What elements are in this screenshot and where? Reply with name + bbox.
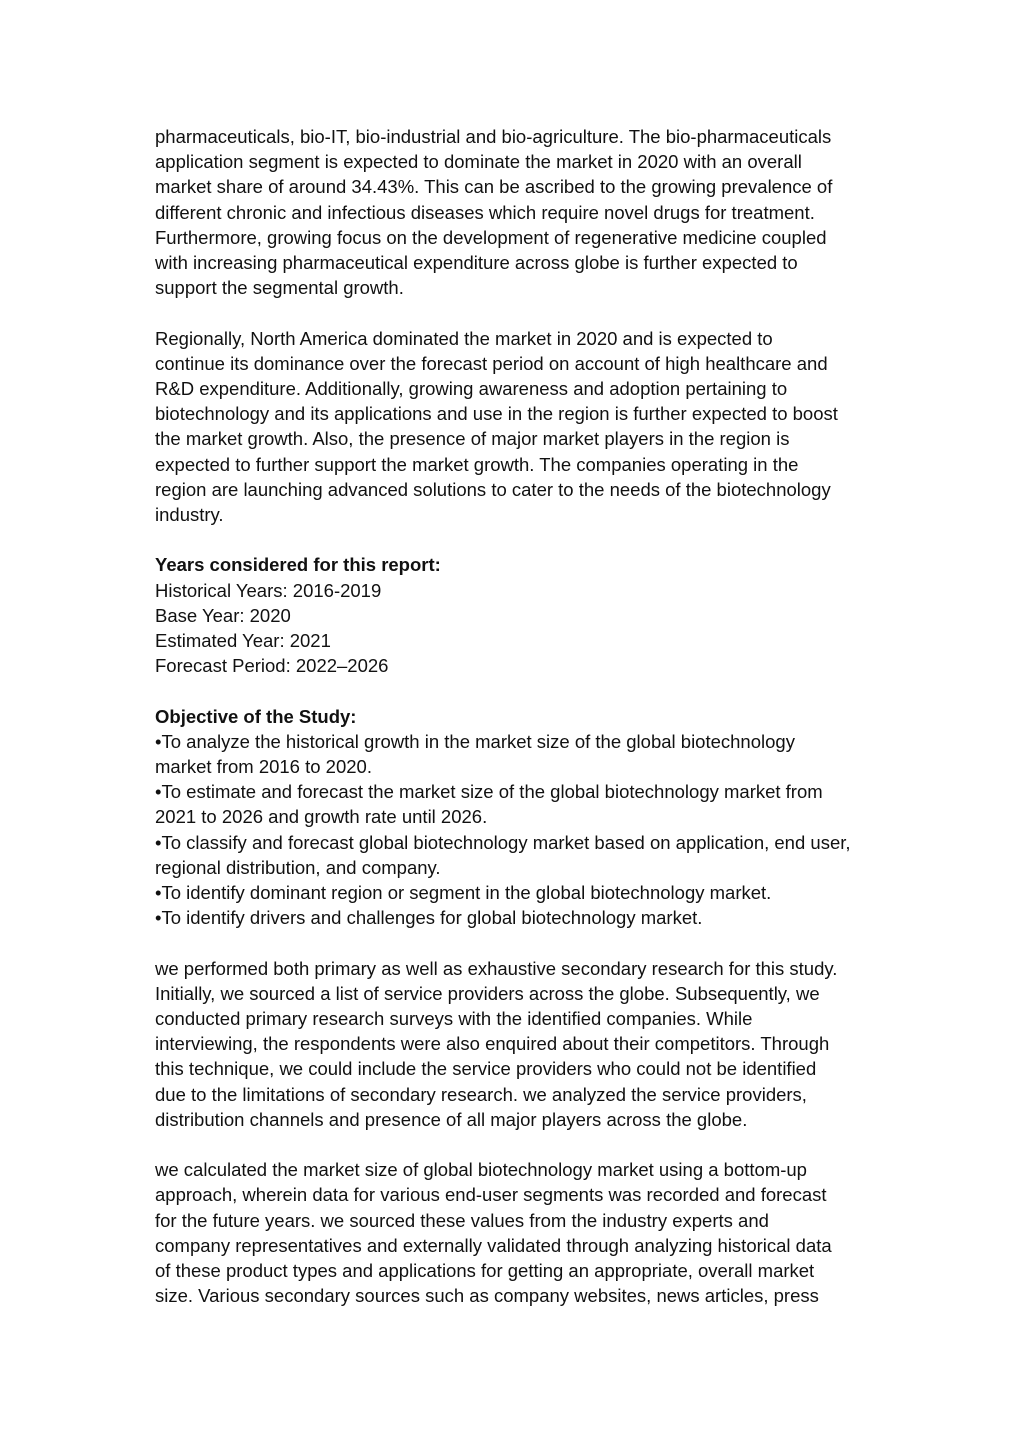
- text-line: R&D expenditure. Additionally, growing awareness and adoption pertaining to: [155, 378, 788, 400]
- paragraph-spacer: [155, 1132, 885, 1157]
- paragraph-spacer: [155, 300, 885, 325]
- objective-line: regional distribution, and company.: [155, 856, 441, 878]
- text-line: with increasing pharmaceutical expenditure across globe is further expected to: [155, 252, 798, 274]
- text-line: Furthermore, growing focus on the development of regenerative medicine coupled: [155, 226, 827, 248]
- text-line: for the future years. we sourced these values from the industry experts and: [155, 1209, 769, 1231]
- text-line: we performed both primary as well as exhaustive secondary research for this study.: [155, 957, 838, 979]
- years-section: [155, 552, 885, 678]
- text-line: the market growth. Also, the presence of major market players in the region is: [155, 428, 790, 450]
- paragraph-spacer: [155, 930, 885, 955]
- text-line: distribution channels and presence of all major players across the globe.: [155, 1108, 748, 1130]
- objective-line: •To analyze the historical growth in the market size of the global biotechnology: [155, 730, 795, 752]
- text-line: biotechnology and its applications and use in the region is further expected to boost: [155, 403, 838, 425]
- years-line: Base Year: 2020: [155, 604, 291, 626]
- paragraph-calculation: [155, 1157, 885, 1308]
- objective-line: •To classify and forecast global biotechnology market based on application, end user,: [155, 831, 851, 853]
- text-line: application segment is expected to dominate the market in 2020 with an overall: [155, 151, 802, 173]
- years-line: Historical Years: 2016-2019: [155, 579, 382, 601]
- paragraph-regional: [155, 326, 885, 528]
- document-page: [155, 124, 885, 1308]
- text-line: region are launching advanced solutions to cater to the needs of the biotechnology: [155, 478, 831, 500]
- text-line: size. Various secondary sources such as company websites, news articles, press: [155, 1285, 819, 1307]
- text-line: of these product types and applications for getting an appropriate, overall market: [155, 1260, 815, 1282]
- paragraph-research: [155, 956, 885, 1132]
- years-line: Estimated Year: 2021: [155, 630, 331, 652]
- text-line: market share of around 34.43%. This can be ascribed to the growing prevalence of: [155, 176, 833, 198]
- text-line: support the segmental growth.: [155, 277, 404, 299]
- years-line: Forecast Period: 2022–2026: [155, 655, 389, 677]
- text-line: continue its dominance over the forecast period on account of high healthcare and: [155, 352, 828, 374]
- text-line: Initially, we sourced a list of service providers across the globe. Subsequently, we: [155, 982, 820, 1004]
- objective-section: [155, 704, 885, 931]
- paragraph-spacer: [155, 527, 885, 552]
- paragraph-spacer: [155, 678, 885, 703]
- text-line: pharmaceuticals, bio-IT, bio-industrial and bio-agriculture. The bio-pharmaceuticals: [155, 126, 832, 147]
- text-line: due to the limitations of secondary research. we analyzed the service providers,: [155, 1083, 807, 1105]
- text-line: company representatives and externally validated through analyzing historical data: [155, 1234, 832, 1256]
- text-line: interviewing, the respondents were also enquired about their competitors. Through: [155, 1033, 830, 1055]
- text-line: we calculated the market size of global biotechnology market using a bottom-up: [155, 1159, 807, 1181]
- objective-line: •To identify drivers and challenges for global biotechnology market.: [155, 907, 703, 929]
- objective-line: •To estimate and forecast the market size of the global biotechnology market from: [155, 781, 823, 803]
- section-heading: Objective of the Study:: [155, 705, 357, 727]
- objective-line: •To identify dominant region or segment in the global biotechnology market.: [155, 882, 772, 904]
- section-heading: Years considered for this report:: [155, 554, 441, 576]
- paragraph-application: [155, 124, 885, 300]
- text-line: industry.: [155, 504, 224, 526]
- objective-line: 2021 to 2026 and growth rate until 2026.: [155, 806, 488, 828]
- text-line: this technique, we could include the service providers who could not be identified: [155, 1058, 817, 1080]
- text-line: Regionally, North America dominated the market in 2020 and is expected to: [155, 327, 773, 349]
- text-line: approach, wherein data for various end-user segments was recorded and forecast: [155, 1184, 827, 1206]
- text-line: different chronic and infectious diseases which require novel drugs for treatment.: [155, 201, 815, 223]
- text-line: expected to further support the market growth. The companies operating in the: [155, 453, 799, 475]
- text-line: conducted primary research surveys with the identified companies. While: [155, 1008, 753, 1030]
- objective-line: market from 2016 to 2020.: [155, 756, 372, 778]
